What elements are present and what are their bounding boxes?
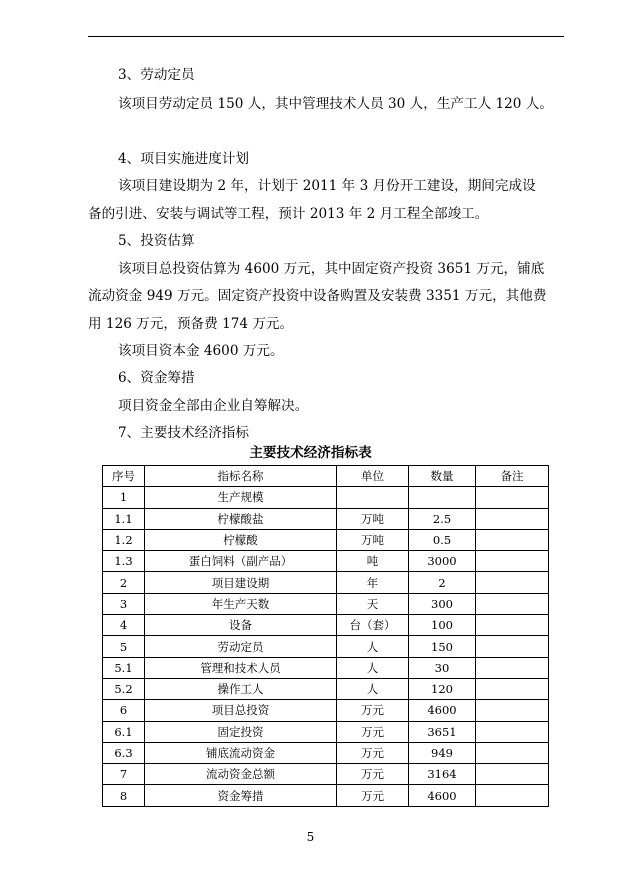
cell-quantity: 300 (409, 593, 476, 614)
cell-indicator-name: 项目建设期 (145, 572, 337, 593)
table-title: 主要技术经济指标表 (249, 445, 372, 461)
cell-index: 1.3 (103, 551, 145, 572)
table-header-row (103, 466, 549, 487)
header-quantity: 数量 (409, 466, 476, 487)
cell-indicator-name: 项目总投资 (145, 700, 337, 721)
cell-remarks (476, 593, 549, 614)
table-row (103, 487, 549, 508)
cell-quantity: 2.5 (409, 508, 476, 529)
indicators-table (102, 465, 549, 807)
cell-index: 1.1 (103, 508, 145, 529)
cell-remarks (476, 508, 549, 529)
section-5-paragraph-line-3: 用 126 万元，预备费 174 万元。 (88, 316, 294, 332)
table-row (103, 678, 549, 699)
cell-remarks (476, 636, 549, 657)
cell-indicator-name: 管理和技术人员 (145, 657, 337, 678)
cell-quantity: 150 (409, 636, 476, 657)
cell-indicator-name: 蛋白饲料（副产品） (145, 551, 337, 572)
header-index: 序号 (103, 466, 145, 487)
cell-unit: 吨 (337, 551, 409, 572)
table-row (103, 529, 549, 550)
cell-unit: 万元 (337, 721, 409, 742)
cell-index: 2 (103, 572, 145, 593)
cell-unit: 万吨 (337, 529, 409, 550)
cell-index: 1.2 (103, 529, 145, 550)
cell-index: 3 (103, 593, 145, 614)
table-row (103, 657, 549, 678)
cell-indicator-name: 柠檬酸盐 (145, 508, 337, 529)
page-number: 5 (306, 830, 315, 844)
cell-index: 6.1 (103, 721, 145, 742)
cell-indicator-name: 劳动定员 (145, 636, 337, 657)
cell-unit (337, 487, 409, 508)
cell-unit: 人 (337, 657, 409, 678)
cell-unit: 年 (337, 572, 409, 593)
cell-quantity: 0.5 (409, 529, 476, 550)
cell-unit: 人 (337, 636, 409, 657)
cell-indicator-name: 生产规模 (145, 487, 337, 508)
cell-unit: 万元 (337, 764, 409, 785)
cell-remarks (476, 487, 549, 508)
section-6-heading: 6、资金筹措 (118, 370, 195, 386)
cell-index: 6.3 (103, 742, 145, 763)
cell-quantity: 100 (409, 615, 476, 636)
table-row (103, 742, 549, 763)
header-rule (88, 36, 564, 37)
cell-quantity: 3000 (409, 551, 476, 572)
cell-remarks (476, 551, 549, 572)
cell-quantity (409, 487, 476, 508)
cell-unit: 天 (337, 593, 409, 614)
cell-remarks (476, 615, 549, 636)
cell-remarks (476, 764, 549, 785)
cell-quantity: 3651 (409, 721, 476, 742)
cell-unit: 万吨 (337, 508, 409, 529)
cell-unit: 万元 (337, 700, 409, 721)
cell-remarks (476, 742, 549, 763)
cell-index: 6 (103, 700, 145, 721)
cell-quantity: 120 (409, 678, 476, 699)
cell-indicator-name: 年生产天数 (145, 593, 337, 614)
cell-index: 5 (103, 636, 145, 657)
section-4-heading: 4、项目实施进度计划 (118, 151, 249, 167)
cell-indicator-name: 操作工人 (145, 678, 337, 699)
cell-remarks (476, 721, 549, 742)
table-row (103, 572, 549, 593)
cell-index: 1 (103, 487, 145, 508)
cell-indicator-name: 铺底流动资金 (145, 742, 337, 763)
cell-index: 5.1 (103, 657, 145, 678)
cell-indicator-name: 资金筹措 (145, 785, 337, 806)
header-unit: 单位 (337, 466, 409, 487)
cell-index: 5.2 (103, 678, 145, 699)
cell-quantity: 30 (409, 657, 476, 678)
section-5-paragraph-line-1: 该项目总投资估算为 4600 万元，其中固定资产投资 3651 万元，铺底 (118, 261, 545, 277)
cell-quantity: 4600 (409, 785, 476, 806)
cell-quantity: 949 (409, 742, 476, 763)
table-row (103, 785, 549, 806)
cell-indicator-name: 柠檬酸 (145, 529, 337, 550)
cell-remarks (476, 678, 549, 699)
section-3-heading: 3、劳动定员 (118, 67, 195, 83)
table-row (103, 700, 549, 721)
section-7-heading: 7、主要技术经济指标 (118, 425, 249, 441)
section-3-paragraph: 该项目劳动定员 150 人，其中管理技术人员 30 人，生产工人 120 人。 (118, 96, 553, 112)
cell-quantity: 3164 (409, 764, 476, 785)
cell-unit: 人 (337, 678, 409, 699)
cell-remarks (476, 785, 549, 806)
cell-index: 8 (103, 785, 145, 806)
cell-indicator-name: 设备 (145, 615, 337, 636)
cell-indicator-name: 固定投资 (145, 721, 337, 742)
table-row (103, 593, 549, 614)
section-4-paragraph-line-2: 备的引进、安装与调试等工程，预计 2013 年 2 月工程全部竣工。 (88, 206, 489, 222)
table-row (103, 508, 549, 529)
table-row (103, 636, 549, 657)
section-5-heading: 5、投资估算 (118, 233, 195, 249)
cell-remarks (476, 529, 549, 550)
header-indicator-name: 指标名称 (145, 466, 337, 487)
cell-quantity: 4600 (409, 700, 476, 721)
section-4-paragraph-line-1: 该项目建设期为 2 年，计划于 2011 年 3 月份开工建设，期间完成设 (118, 178, 536, 194)
table-row (103, 615, 549, 636)
cell-remarks (476, 572, 549, 593)
section-6-paragraph: 项目资金全部由企业自筹解决。 (118, 398, 309, 414)
cell-index: 7 (103, 764, 145, 785)
cell-remarks (476, 657, 549, 678)
table-row (103, 764, 549, 785)
cell-unit: 万元 (337, 785, 409, 806)
cell-quantity: 2 (409, 572, 476, 593)
section-5-paragraph-line-2: 流动资金 949 万元。固定资产投资中设备购置及安装费 3351 万元，其他费 (88, 288, 547, 304)
cell-unit: 万元 (337, 742, 409, 763)
cell-unit: 台（套） (337, 615, 409, 636)
table-row (103, 721, 549, 742)
cell-index: 4 (103, 615, 145, 636)
table-row (103, 551, 549, 572)
section-5-paragraph-2: 该项目资本金 4600 万元。 (118, 343, 284, 359)
cell-indicator-name: 流动资金总额 (145, 764, 337, 785)
cell-remarks (476, 700, 549, 721)
header-remarks: 备注 (476, 466, 549, 487)
